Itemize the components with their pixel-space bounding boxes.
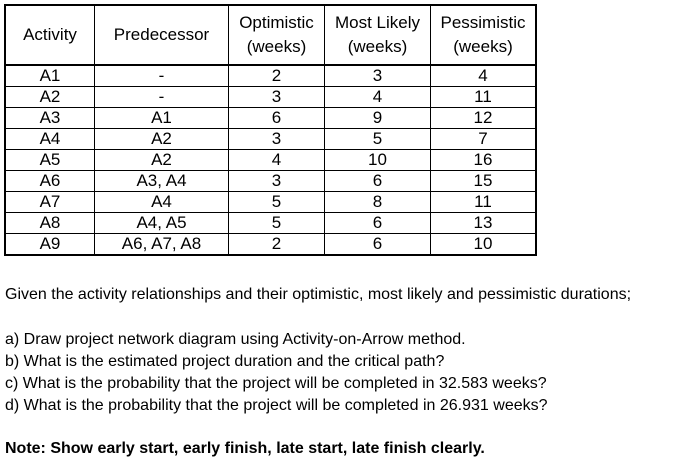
cell-activity: A2 (5, 87, 95, 108)
header-pessimistic-label: Pessimistic (440, 13, 526, 32)
cell-predecessor: A4 (95, 192, 229, 213)
cell-predecessor: A4, A5 (95, 213, 229, 234)
question-b: b) What is the estimated project duration and the critical path? (5, 353, 445, 370)
header-predecessor-label: Predecessor (113, 25, 210, 44)
table-row (5, 171, 536, 192)
header-predecessor (95, 5, 229, 65)
cell-optimistic: 3 (229, 129, 325, 150)
table-row (5, 129, 536, 150)
cell-pessimistic: 4 (431, 65, 537, 87)
table-row (5, 65, 536, 87)
cell-activity: A6 (5, 171, 95, 192)
cell-pessimistic: 10 (431, 234, 537, 256)
cell-predecessor: - (95, 87, 229, 108)
header-row (5, 5, 536, 65)
question-c: c) What is the probability that the project will be completed in 32.583 weeks? (5, 375, 547, 392)
table-row (5, 213, 536, 234)
table-row (5, 87, 536, 108)
activity-table (4, 4, 537, 256)
cell-optimistic: 4 (229, 150, 325, 171)
cell-most-likely: 6 (325, 234, 431, 256)
table-row (5, 150, 536, 171)
cell-most-likely: 6 (325, 213, 431, 234)
cell-optimistic: 2 (229, 234, 325, 256)
header-most-likely-label: Most Likely (334, 13, 421, 32)
header-activity-label: Activity (23, 25, 77, 44)
header-optimistic (229, 5, 325, 65)
cell-activity: A4 (5, 129, 95, 150)
cell-activity: A8 (5, 213, 95, 234)
cell-predecessor: A2 (95, 150, 229, 171)
header-pessimistic (431, 5, 537, 65)
cell-optimistic: 3 (229, 87, 325, 108)
cell-optimistic: 3 (229, 171, 325, 192)
cell-optimistic: 6 (229, 108, 325, 129)
cell-optimistic: 5 (229, 192, 325, 213)
cell-pessimistic: 11 (431, 192, 537, 213)
header-pessimistic-unit: (weeks) (453, 37, 513, 56)
cell-activity: A1 (5, 65, 95, 87)
cell-most-likely: 8 (325, 192, 431, 213)
cell-pessimistic: 11 (431, 87, 537, 108)
question-d: d) What is the probability that the project will be completed in 26.931 weeks? (5, 397, 548, 414)
header-optimistic-label: Optimistic (239, 13, 314, 32)
cell-predecessor: - (95, 65, 229, 87)
cell-most-likely: 10 (325, 150, 431, 171)
cell-most-likely: 9 (325, 108, 431, 129)
cell-pessimistic: 7 (431, 129, 537, 150)
table-row (5, 234, 536, 256)
table-row (5, 108, 536, 129)
cell-most-likely: 6 (325, 171, 431, 192)
question-a: a) Draw project network diagram using Activity-on-Arrow method. (5, 331, 466, 348)
cell-activity: A5 (5, 150, 95, 171)
header-most-likely (325, 5, 431, 65)
table-row (5, 192, 536, 213)
cell-predecessor: A1 (95, 108, 229, 129)
cell-activity: A3 (5, 108, 95, 129)
cell-pessimistic: 15 (431, 171, 537, 192)
cell-pessimistic: 12 (431, 108, 537, 129)
given-text: Given the activity relationships and their optimistic, most likely and pessimistic durations; (5, 286, 632, 303)
cell-activity: A7 (5, 192, 95, 213)
header-most-likely-unit: (weeks) (347, 37, 408, 56)
cell-optimistic: 2 (229, 65, 325, 87)
header-optimistic-unit: (weeks) (246, 37, 307, 56)
cell-most-likely: 5 (325, 129, 431, 150)
cell-predecessor: A3, A4 (95, 171, 229, 192)
cell-predecessor: A2 (95, 129, 229, 150)
cell-predecessor: A6, A7, A8 (95, 234, 229, 256)
cell-activity: A9 (5, 234, 95, 256)
note-text: Note: Show early start, early finish, late start, late finish clearly. (5, 440, 485, 457)
cell-most-likely: 4 (325, 87, 431, 108)
cell-pessimistic: 16 (431, 150, 537, 171)
cell-optimistic: 5 (229, 213, 325, 234)
header-activity (5, 5, 95, 65)
cell-pessimistic: 13 (431, 213, 537, 234)
cell-most-likely: 3 (325, 65, 431, 87)
